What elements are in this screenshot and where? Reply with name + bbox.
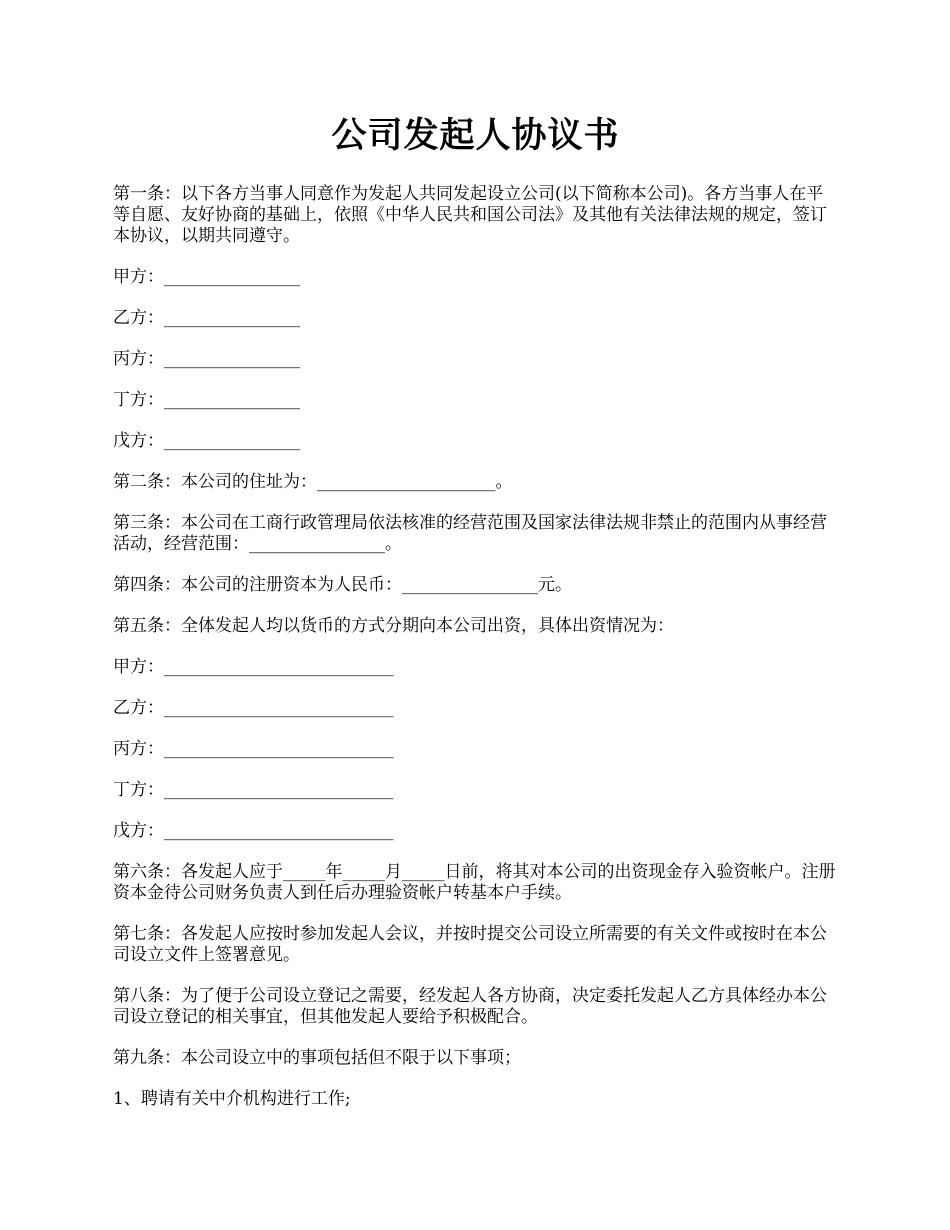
article-6: 第六条：各发起人应于_____年_____月_____日前，将其对本公司的出资现金存入验资帐户。注册资本金待公司财务负责人到任后办理验资帐户转基本户手续。 bbox=[113, 862, 836, 903]
contribution-line: 戊方：___________________________ bbox=[113, 821, 394, 841]
contribution-line: 甲方：___________________________ bbox=[113, 657, 394, 677]
party-line: 丁方：________________ bbox=[113, 390, 300, 410]
article-2: 第二条：本公司的住址为：_____________________。 bbox=[113, 472, 513, 492]
article-8: 第八条：为了便于公司设立登记之需要，经发起人各方协商，决定委托发起人乙方具体经办本公司设立登记的相关事宜，但其他发起人要给予积极配合。 bbox=[113, 986, 827, 1027]
article-3: 第三条：本公司在工商行政管理局依法核准的经营范围及国家法律法规非禁止的范围内从事经营活动，经营范围：________________。 bbox=[113, 513, 827, 554]
contribution-line: 丙方：___________________________ bbox=[113, 739, 394, 759]
party-line: 丙方：________________ bbox=[113, 349, 300, 369]
article-9: 第九条：本公司设立中的事项包括但不限于以下事项； bbox=[113, 1048, 521, 1068]
article-5: 第五条：全体发起人均以货币的方式分期向本公司出资，具体出资情况为： bbox=[113, 616, 674, 636]
party-line: 甲方：________________ bbox=[113, 267, 300, 287]
contribution-line: 乙方：___________________________ bbox=[113, 698, 394, 718]
article-4: 第四条：本公司的注册资本为人民币：________________元。 bbox=[113, 575, 572, 595]
party-line: 乙方：________________ bbox=[113, 308, 300, 328]
article-7: 第七条：各发起人应按时参加发起人会议，并按时提交公司设立所需要的有关文件或按时在本公司设立文件上签署意见。 bbox=[113, 924, 827, 965]
document-title: 公司发起人协议书 bbox=[331, 115, 620, 156]
list-item: 1、聘请有关中介机构进行工作; bbox=[113, 1089, 351, 1109]
contribution-line: 丁方：___________________________ bbox=[113, 780, 394, 800]
article-1: 第一条：以下各方当事人同意作为发起人共同发起设立公司(以下简称本公司)。各方当事人在平等自愿、友好协商的基础上，依照《中华人民共和国公司法》及其他有关法律法规的规定，签订本协议，以期共同遵守。 bbox=[113, 184, 827, 246]
party-line: 戊方：________________ bbox=[113, 431, 300, 451]
